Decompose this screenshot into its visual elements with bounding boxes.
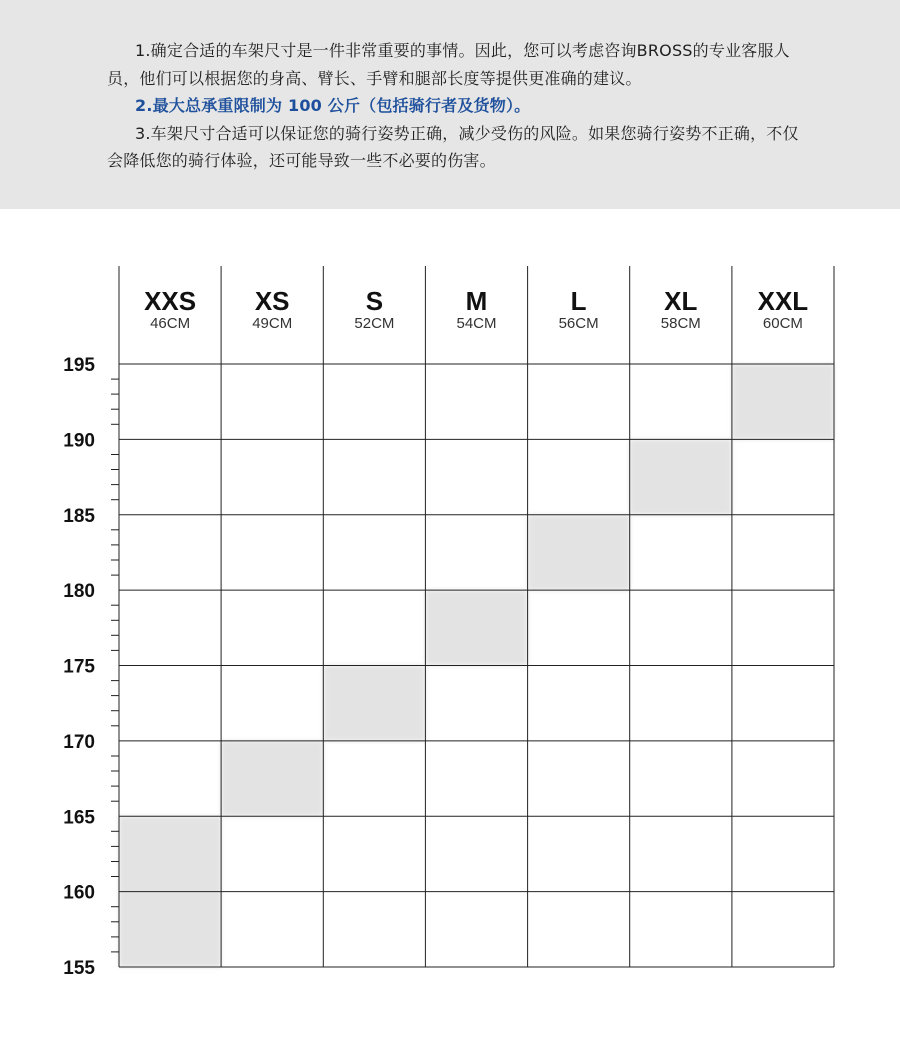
size-label-m: M bbox=[465, 286, 488, 316]
height-tick-165: 165 bbox=[63, 807, 95, 829]
note-riding-posture: 3.车架尺寸合适可以保证您的骑行姿势正确，减少受伤的风险。如果您骑行姿势不正确，不仅会降低您的骑行体验，还可能导致一些不必要的伤害。 bbox=[107, 123, 799, 170]
note-frame-size-advice: 1.确定合适的车架尺寸是一件非常重要的事情。因此，您可以考虑咨询BROSS的专业客服人员，他们可以根据您的身高、臂长、手臂和腿部长度等提供更准确的建议。 bbox=[107, 41, 790, 88]
frame-size-xs: 49CM bbox=[252, 315, 293, 332]
size-label-s: S bbox=[365, 286, 384, 316]
height-tick-195: 195 bbox=[63, 355, 95, 376]
frame-size-m: 54CM bbox=[456, 315, 497, 332]
size-label-xl: XL bbox=[664, 286, 698, 316]
height-tick-180: 180 bbox=[63, 581, 95, 603]
size-label-l: L bbox=[570, 286, 587, 316]
frame-size-xxs: 46CM bbox=[150, 315, 191, 332]
height-tick-170: 170 bbox=[63, 731, 95, 753]
band-xxl bbox=[732, 364, 834, 439]
height-tick-160: 160 bbox=[63, 882, 95, 904]
size-chart bbox=[0, 209, 900, 1037]
size-label-xxs: XXS bbox=[144, 286, 197, 316]
frame-size-xxl: 60CM bbox=[762, 315, 803, 332]
frame-size-s: 52CM bbox=[354, 315, 395, 332]
notes-panel bbox=[0, 0, 900, 209]
size-label-xxl: XXL bbox=[757, 286, 809, 316]
height-tick-190: 190 bbox=[63, 430, 95, 452]
frame-size-l: 56CM bbox=[558, 315, 599, 332]
height-tick-155: 155 bbox=[63, 958, 95, 979]
frame-size-xl: 58CM bbox=[660, 315, 701, 332]
band-xs bbox=[221, 741, 323, 816]
band-l bbox=[528, 515, 630, 590]
size-label-xs: XS bbox=[254, 286, 290, 316]
band-m bbox=[425, 590, 527, 665]
band-xl bbox=[630, 439, 732, 514]
note-max-load: 2.最大总承重限制为 100 公斤（包括骑行者及货物）。 bbox=[135, 96, 531, 115]
height-tick-175: 175 bbox=[63, 656, 95, 678]
height-axis bbox=[63, 355, 119, 979]
band-s bbox=[323, 666, 425, 741]
height-tick-185: 185 bbox=[63, 505, 95, 527]
size-header bbox=[144, 286, 808, 332]
